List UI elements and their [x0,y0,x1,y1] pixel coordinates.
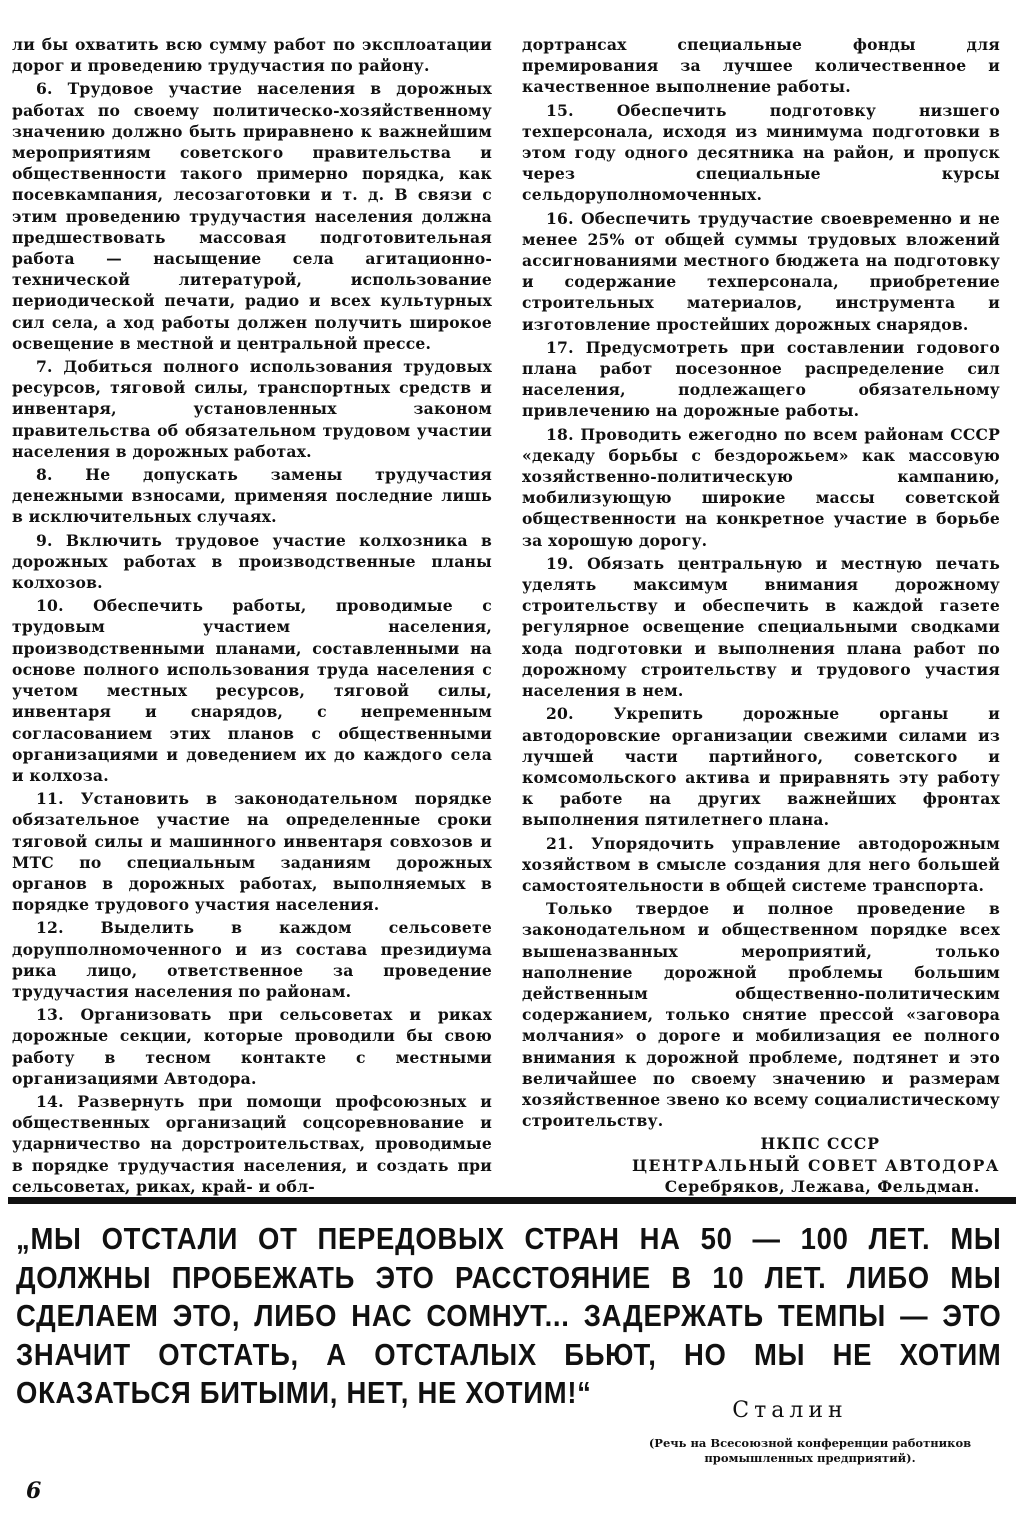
paragraph-continuation: ли бы охватить всю сумму работ по эксплоатации дорог и проведению трудучастия по району. [12,35,492,76]
signature-names: Серебряков, Лежава, Фельдман. [664,1176,980,1196]
signature-org-nkps: НКПС СССР [760,1134,880,1154]
paragraph-item-6: 6. Трудовое участие населения в дорожных работах по своему политическо-хозяйственному значению должно быть приравнено к важнейшим мероприятиям советского правительства и общественности такого примерно порядка, как посевкампания, лесозаготовки и т. д. В связи с этим проведению трудучастия населения должна предшествовать массовая подготовительная работа — насыщение села агитационно-технической литературой, использование периодической печати, радио и всех культурных сил села, а ход работы должен получить широкое освещение в местной и центральной прессе. [12,79,492,353]
paragraph-item-15: 15. Обеспечить подготовку низшего техперсонала, исходя из минимума подготовки в этом году одного десятника на район, и пропуск через специальные курсы сельдоруполномоченных. [522,100,1000,205]
horizontal-divider [8,1197,1016,1204]
paragraph-item-19: 19. Обязать центральную и местную печать уделять максимум внимания дорожному строительству и обеспечить в каждой газете регулярное освещение специальными сводками хода подготовки и выполнения плана работ по дорожному строительству и трудового участия населения в нем. [522,553,1000,701]
left-column [12,34,492,1199]
quote-author: Сталин [732,1398,848,1423]
paragraph-continuation-14: дортрансах специальные фонды для премирования за лучшее количественное и качественное выполнение работы. [522,35,1000,97]
signature-block [522,1133,1000,1197]
paragraph-item-12: 12. Выделить в каждом сельсовете дорупполномоченного и из состава президиума рика лицо, ответственное за проведение трудучастия населения по районам. [12,918,492,1001]
quote-source: (Речь на Всесоюзной конференции работников промышленных предприятий). [648,1436,972,1465]
paragraph-item-9: 9. Включить трудовое участие колхозника в дорожных работах в производственные планы колхозов. [12,530,492,593]
paragraph-item-14: 14. Развернуть при помощи профсоюзных и общественных организаций соцсоревнование и ударничество на дорстроительствах, проводимые в порядке трудучастия населения, и создать при сельсоветах, риках, край- и обл- [12,1091,492,1196]
paragraph-item-7: 7. Добиться полного использования трудовых ресурсов, тяговой силы, транспортных средств и инвентаря, установленных законом правительства об обязательном трудовом участии населения в дорожных работах. [12,357,492,461]
signature-org-avtodor: ЦЕНТРАЛЬНЫЙ СОВЕТ АВТОДОРА [631,1155,1000,1175]
paragraph-item-8: 8. Не допускать замены трудучастия денежными взносами, применяя последние лишь в исключительных случаях. [12,465,492,527]
paragraph-conclusion: Только твердое и полное проведение в законодательном и общественном порядке всех вышеназванных мероприятий, только наполнение дорожной проблемы большим действенным общественно-политическим содержанием, только снятие прессой «заговора молчания» о дороге и мобилизация ее полного внимания к дорожной проблеме, подтянет и это величайшее по своему значению и размерам хозяйственное звено ко всему социалистическому строительству. [522,899,1000,1131]
stalin-quote: „МЫ ОТСТАЛИ ОТ ПЕРЕДОВЫХ СТРАН НА 50 — 100 ЛЕТ. МЫ ДОЛЖНЫ ПРОБЕЖАТЬ ЭТО РАССТОЯНИЕ В 10 ЛЕТ. ЛИБО МЫ СДЕЛАЕМ ЭТО, ЛИБО НАС СОМНУТ... ЗАДЕРЖАТЬ ТЕМПЫ — ЭТО ЗНАЧИТ ОТСТАТЬ, А ОТСТАЛЫХ БЬЮТ, НО МЫ НЕ ХОТИМ ОКАЗАТЬСЯ БИТЫМИ, НЕТ, НЕ ХОТИМ!“ [16,1222,1002,1410]
paragraph-item-18: 18. Проводить ежегодно по всем районам СССР «декаду борьбы с бездорожьем» как массовую хозяйственно-политическую кампанию, мобилизующую широкие массы советской общественности на конкретное участие в борьбе за хорошую дорогу. [522,424,1000,550]
right-column [522,34,1000,1197]
paragraph-item-17: 17. Предусмотреть при составлении годового плана работ посезонное распределение сил населения, подлежащего обязательному привлечению на дорожные работы. [522,337,1000,421]
paragraph-item-20: 20. Укрепить дорожные органы и автодоровские организации свежими силами из лучшей части партийного, советского и комсомольского актива и приравнять эту работу к работе на других важнейших фронтах выполнения пятилетнего плана. [522,704,1000,830]
paragraph-item-10: 10. Обеспечить работы, проводимые с трудовым участием населения, производственными планами, составленными на основе полного использования труда населения с учетом местных ресурсов, тяговой силы, инвентаря и снарядов, с непременным согласованием этих планов с общественными организациями и доведением их до каждого села и колхоза. [12,596,492,785]
page-number: 6 [26,1478,42,1504]
paragraph-item-21: 21. Упорядочить управление автодорожным хозяйством в смысле создания для него большей самостоятельности в общей системе транспорта. [522,833,1000,895]
paragraph-item-13: 13. Организовать при сельсоветах и риках дорожные секции, которые проводили бы свою работу в тесном контакте с местными организациями Автодора. [12,1005,492,1088]
paragraph-item-11: 11. Установить в законодательном порядке обязательное участие на определенные сроки тяговой силы и машинного инвентаря совхозов и МТС по специальным заданиям дорожных органов в дорожных работах, выполняемых в порядке трудового участия населения. [12,789,492,915]
article-body [12,34,1012,1196]
paragraph-item-16: 16. Обеспечить трудучастие своевременно и не менее 25% от общей суммы трудовых вложений ассигнованиями местного бюджета на подготовку и содержание техперсонала, приобретение строительных материалов, инструмента и изготовление простейших дорожных снарядов. [522,208,1000,334]
